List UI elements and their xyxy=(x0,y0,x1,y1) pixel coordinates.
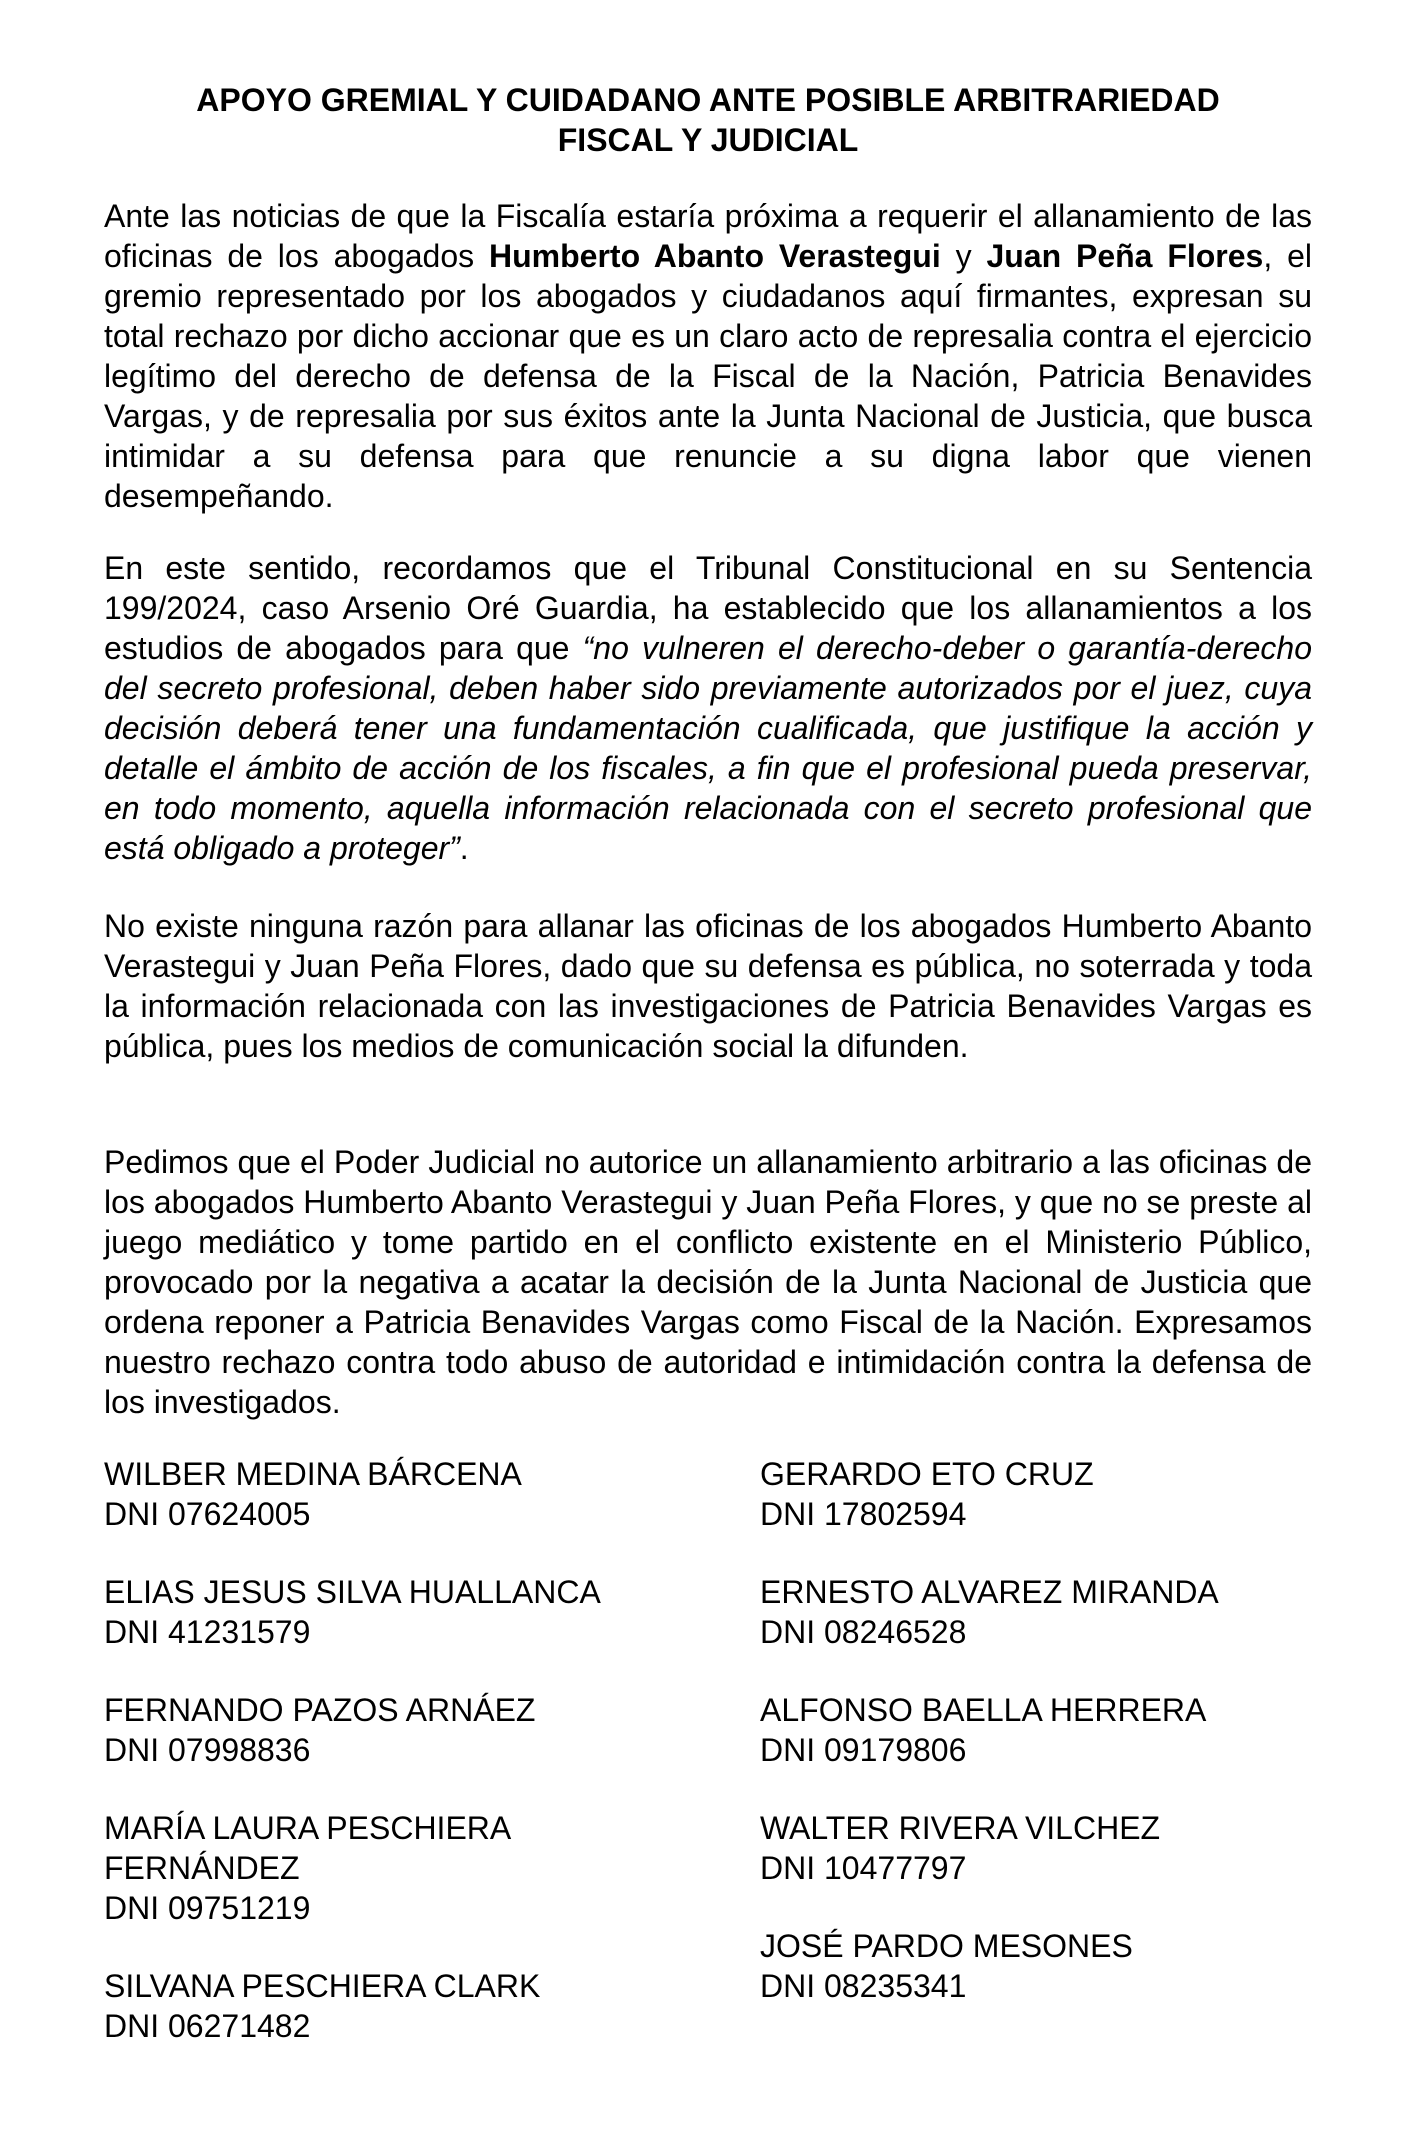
p1-text-2: y xyxy=(940,238,987,274)
p2-quote: “no vulneren el derecho-deber o garantía-derecho del secreto profesional, deben haber sido previamente autorizados por el juez, cuya decisión deberá tener una fundamentación cualificada, que justifique la acción y detalle el ámbito de acción de los fiscales, a fin que el profesional pueda preservar, en todo momento, aquella información relacionada con el secreto profesional que está obligado a proteger” xyxy=(104,630,1313,866)
signatory-name: ALFONSO BAELLA HERRERA xyxy=(760,1692,1207,1728)
signatory-dni: DNI 07998836 xyxy=(104,1732,311,1768)
signatory-dni: DNI 17802594 xyxy=(760,1496,967,1532)
document-title xyxy=(104,80,1312,160)
paragraph-3: No existe ninguna razón para allanar las oficinas de los abogados Humberto Abanto Verastegui y Juan Peña Flores, dado que su defensa es pública, no soterrada y toda la información relacionada con las investigaciones de Patricia Benavides Vargas es pública, pues los medios de comunicación social la difunden. xyxy=(104,908,1312,1064)
signatory-dni: DNI 09179806 xyxy=(760,1732,967,1768)
p1-text-3: , el gremio representado por los abogados y ciudadanos aquí firmantes, expresan su total rechazo por dicho accionar que es un claro acto de represalia contra el ejercicio legítimo del derecho de defensa de la Fiscal de la Nación, Patricia Benavides Vargas, y de represalia por sus éxitos ante la Junta Nacional de Justicia, que busca intimidar a su defensa para que renuncie a su digna labor que vienen desempeñando. xyxy=(104,238,1313,514)
signatory-name: WALTER RIVERA VILCHEZ xyxy=(760,1810,1161,1846)
signatory-name: SILVANA PESCHIERA CLARK xyxy=(104,1968,541,2004)
p2-text-1: En este sentido, recordamos que el Tribunal Constitucional en su Sentencia 199/2024, caso Arsenio Oré Guardia, ha establecido que los allanamientos a los estudios de abogados para que xyxy=(104,550,1312,666)
signatory xyxy=(760,1808,1312,1888)
signatory xyxy=(760,1454,1312,1534)
signatory-dni: DNI 08246528 xyxy=(760,1614,967,1650)
title-line-1: APOYO GREMIAL Y CUIDADANO ANTE POSIBLE ARBITRARIEDAD xyxy=(196,82,1220,118)
signatory-name: ELIAS JESUS SILVA HUALLANCA xyxy=(104,1574,601,1610)
paragraph-4: Pedimos que el Poder Judicial no autorice un allanamiento arbitrario a las oficinas de los abogados Humberto Abanto Verastegui y Juan Peña Flores, y que no se preste al juego mediático y tome partido en el conflicto existente en el Ministerio Público, provocado por la negativa a acatar la decisión de la Junta Nacional de Justicia que ordena reponer a Patricia Benavides Vargas como Fiscal de la Nación. Expresamos nuestro rechazo contra todo abuso de autoridad e intimidación contra la defensa de los investigados. xyxy=(104,1144,1312,1420)
p1-text-1: Ante las noticias de que la Fiscalía estaría próxima a requerir el allanamiento de las oficinas de los abogados xyxy=(104,198,1312,274)
signatory xyxy=(760,1690,1312,1770)
paragraph-2 xyxy=(104,548,1312,868)
signatory-name: GERARDO ETO CRUZ xyxy=(760,1456,1094,1492)
signatory xyxy=(760,1926,1312,2006)
signatory xyxy=(104,1808,704,1928)
signatory-dni: DNI 07624005 xyxy=(104,1496,311,1532)
signatory-name: WILBER MEDINA BÁRCENA xyxy=(104,1456,522,1492)
signatories-right-column xyxy=(760,1454,1312,2044)
signatory-dni: DNI 06271482 xyxy=(104,2008,311,2044)
paragraph-1 xyxy=(104,196,1312,516)
signatory xyxy=(760,1572,1312,1652)
signatory-name-continued: FERNÁNDEZ xyxy=(104,1850,300,1886)
signatories-left-column xyxy=(104,1454,704,2084)
signatory-name: ERNESTO ALVAREZ MIRANDA xyxy=(760,1574,1219,1610)
signatory xyxy=(104,1454,704,1534)
document-page xyxy=(104,0,1312,2136)
signatory-name: MARÍA LAURA PESCHIERA xyxy=(104,1810,512,1846)
signatory-name: FERNANDO PAZOS ARNÁEZ xyxy=(104,1692,536,1728)
signatory-dni: DNI 41231579 xyxy=(104,1614,311,1650)
signatory xyxy=(104,1690,704,1770)
title-line-2: FISCAL Y JUDICIAL xyxy=(557,122,859,158)
signatory xyxy=(104,1572,704,1652)
p1-bold-1: Humberto Abanto Verastegui xyxy=(489,238,941,274)
signatory xyxy=(104,1966,704,2046)
p2-text-2: . xyxy=(459,830,469,866)
p1-bold-2: Juan Peña Flores xyxy=(986,238,1264,274)
signatory-name: JOSÉ PARDO MESONES xyxy=(760,1928,1133,1964)
signatory-dni: DNI 10477797 xyxy=(760,1850,967,1886)
signatory-dni: DNI 09751219 xyxy=(104,1890,311,1926)
signatory-dni: DNI 08235341 xyxy=(760,1968,967,2004)
